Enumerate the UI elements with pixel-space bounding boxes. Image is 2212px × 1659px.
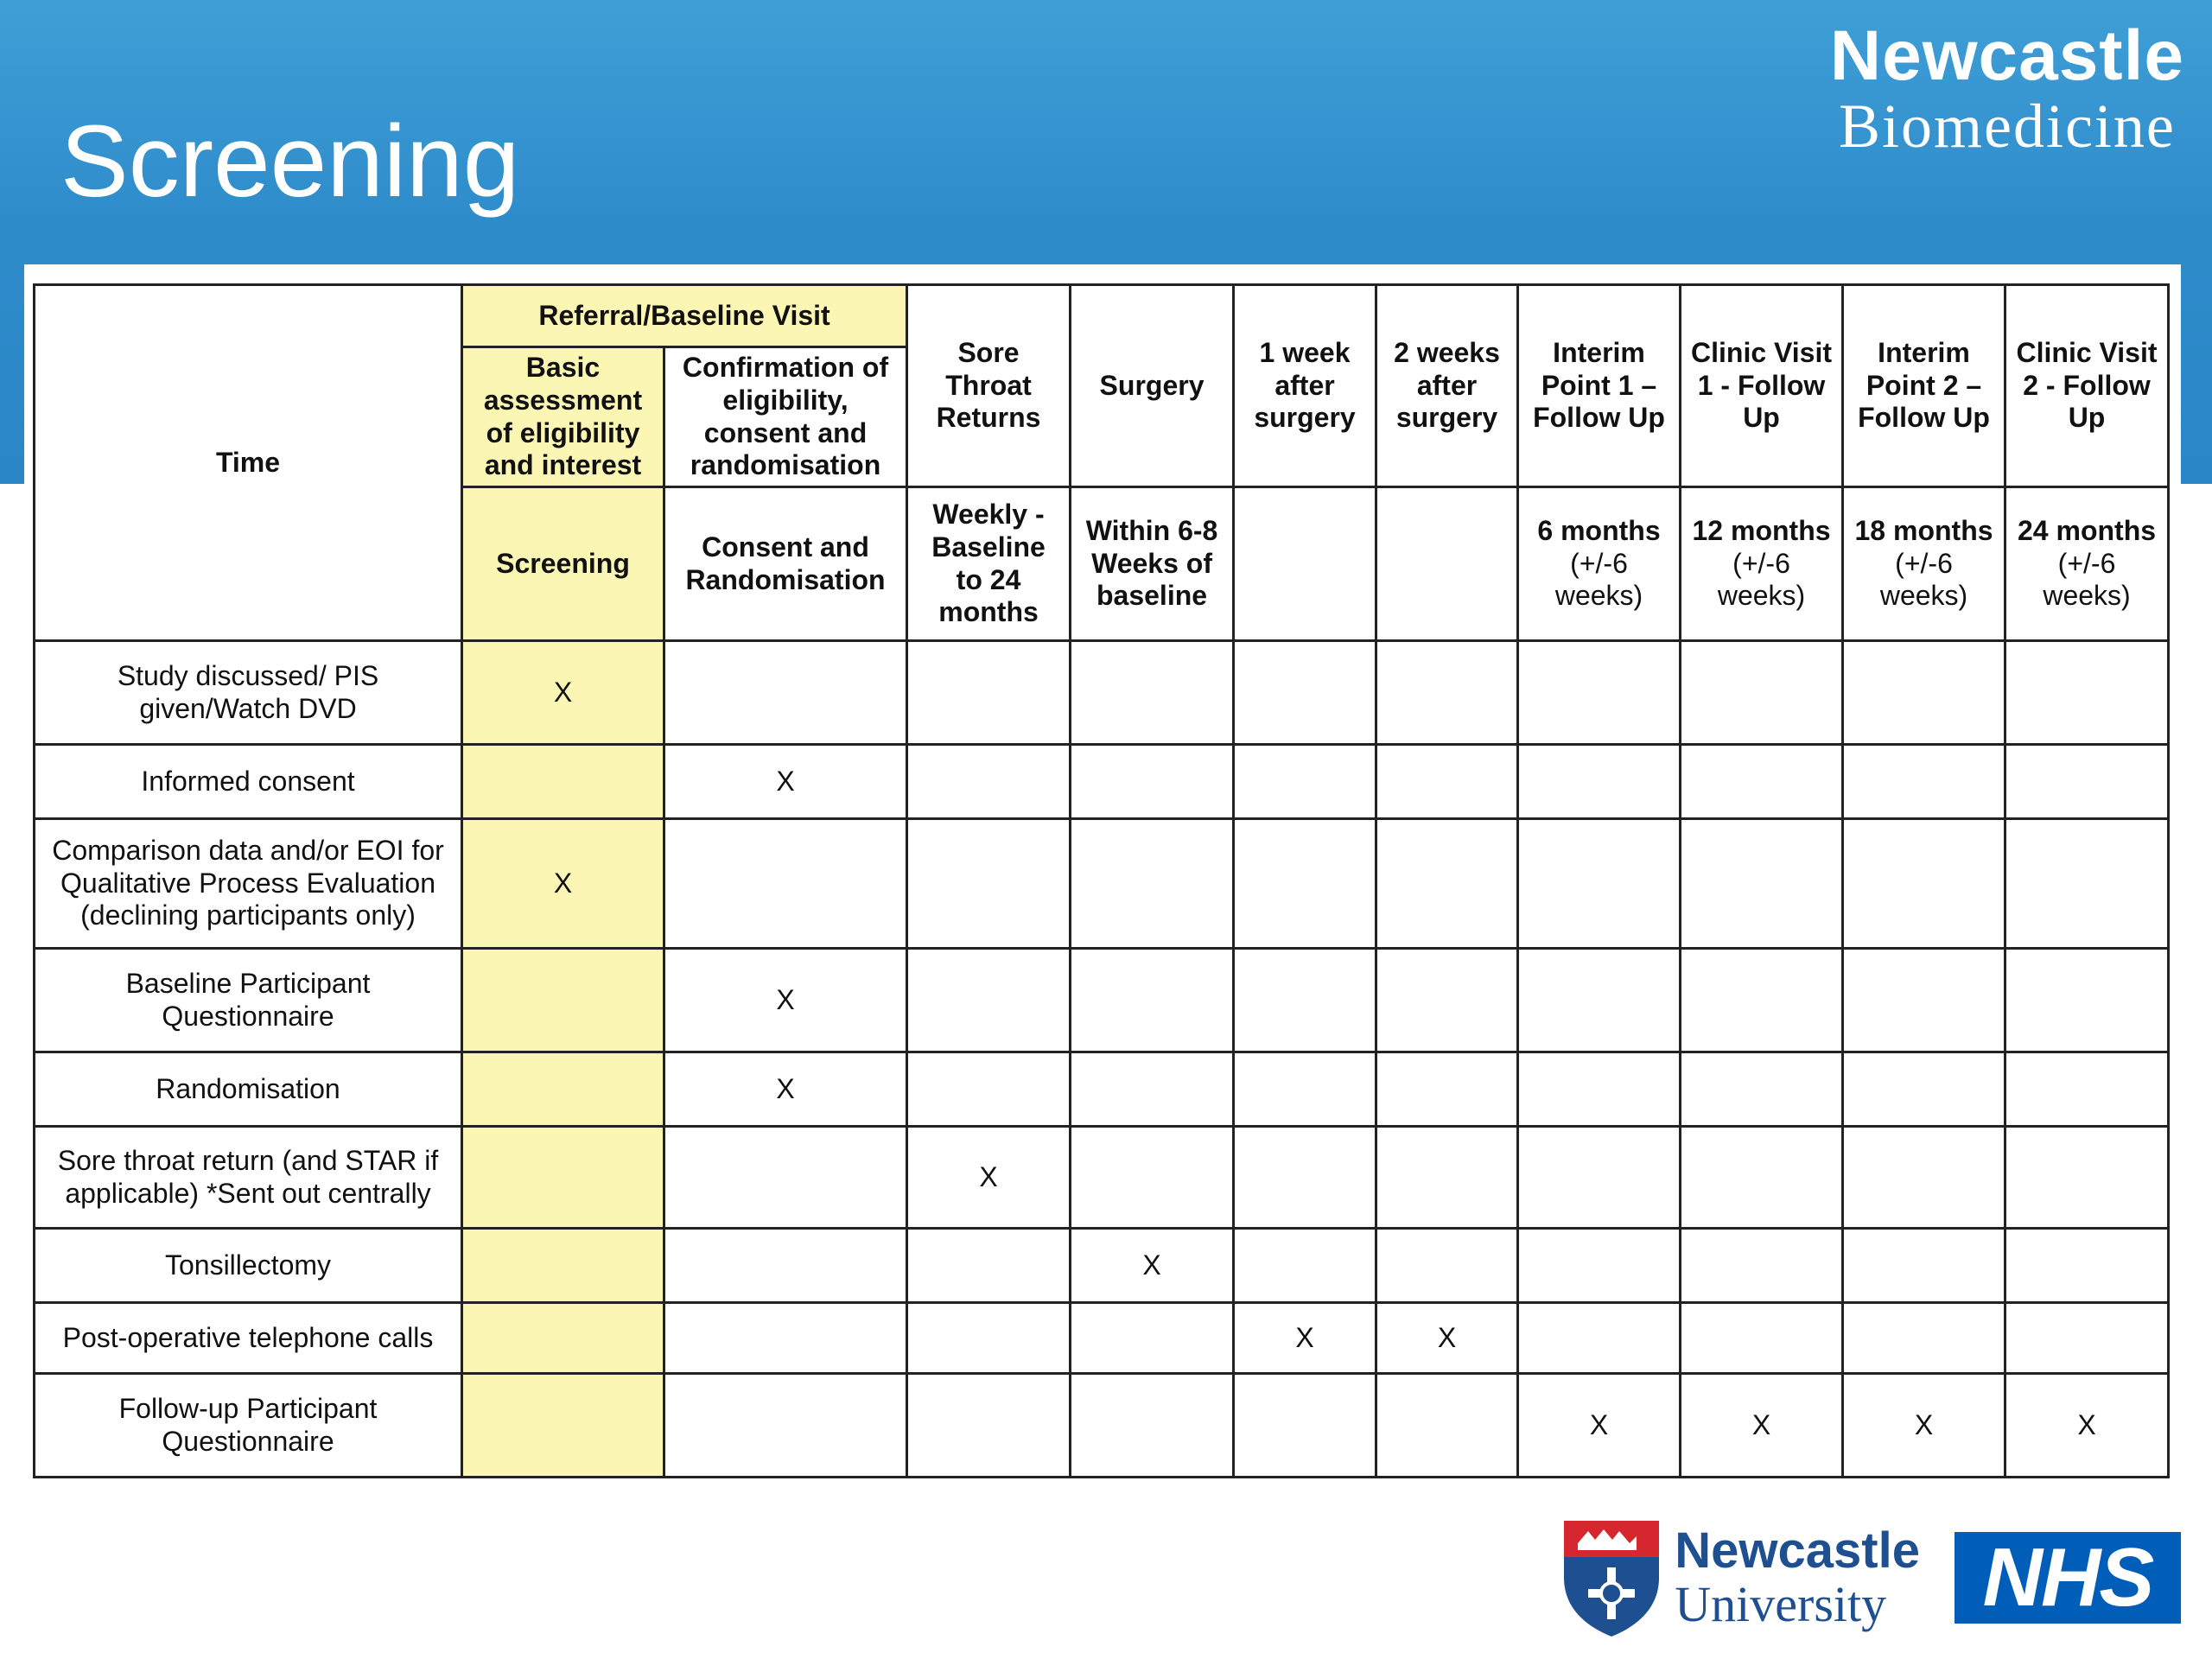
schedule-cell [907, 1229, 1071, 1303]
schedule-cell [1681, 1052, 1843, 1127]
schedule-cell [1071, 949, 1234, 1052]
schedule-cell [462, 1127, 664, 1229]
activity-label: Follow-up Participant Questionnaire [35, 1374, 462, 1478]
detail-weekly: Weekly - Baseline to 24 months [907, 487, 1071, 641]
detail-12-months-label: 12 months [1692, 514, 1831, 546]
column-header-interim-1: Interim Point 1 – Follow Up [1518, 285, 1681, 487]
schedule-cell [1376, 641, 1518, 745]
schedule-cell: X [1843, 1374, 2005, 1478]
schedule-cell [1518, 1052, 1681, 1127]
schedule-cell [1234, 819, 1376, 949]
schedule-cell [1376, 1374, 1518, 1478]
schedule-cell [1681, 641, 1843, 745]
schedule-cell [1376, 949, 1518, 1052]
schedule-cell: X [2005, 1374, 2169, 1478]
column-header-sore-throat-returns: Sore Throat Returns [907, 285, 1071, 487]
schedule-cell [907, 819, 1071, 949]
table-row [35, 1052, 2169, 1127]
detail-surgery-window: Within 6-8 Weeks of baseline [1071, 487, 1234, 641]
detail-6-months-label: 6 months [1537, 514, 1661, 546]
schedule-cell: X [1071, 1229, 1234, 1303]
schedule-cell [907, 949, 1071, 1052]
schedule-cell [1681, 1127, 1843, 1229]
activity-label: Study discussed/ PIS given/Watch DVD [35, 641, 462, 745]
schedule-cell [664, 1127, 907, 1229]
schedule-cell [1518, 1127, 1681, 1229]
footer-logos [1560, 1517, 2181, 1638]
detail-consent-randomisation: Consent and Randomisation [664, 487, 907, 641]
schedule-cell [2005, 1303, 2169, 1374]
activity-label: Randomisation [35, 1052, 462, 1127]
column-header-interim-2: Interim Point 2 – Follow Up [1843, 285, 2005, 487]
schedule-cell [462, 1303, 664, 1374]
detail-6-months-window: (+/-6 weeks) [1554, 547, 1643, 612]
university-crest-icon [1560, 1517, 1662, 1638]
brand-line1: Newcastle [1829, 16, 2184, 95]
schedule-cell: X [1518, 1374, 1681, 1478]
schedule-cell [1234, 745, 1376, 819]
table-row [35, 1127, 2169, 1229]
detail-18-months-window: (+/-6 weeks) [1879, 547, 1968, 612]
schedule-cell [462, 1374, 664, 1478]
schedule-cell [664, 641, 907, 745]
activity-label: Tonsillectomy [35, 1229, 462, 1303]
schedule-cell [1376, 745, 1518, 819]
activity-label: Comparison data and/or EOI for Qualitative Process Evaluation (declining participants only) [35, 819, 462, 949]
referral-baseline-header: Referral/Baseline Visit [462, 285, 907, 347]
schedule-cell [1518, 819, 1681, 949]
table-row [35, 819, 2169, 949]
activity-label: Informed consent [35, 745, 462, 819]
column-header-1-week: 1 week after surgery [1234, 285, 1376, 487]
slide-title: Screening [60, 105, 520, 219]
schedule-cell [462, 745, 664, 819]
schedule-cell [1518, 745, 1681, 819]
schedule-cell [1234, 641, 1376, 745]
schedule-cell [462, 949, 664, 1052]
detail-12-months [1681, 487, 1843, 641]
column-header-2-weeks: 2 weeks after surgery [1376, 285, 1518, 487]
schedule-cell [907, 1052, 1071, 1127]
schedule-cell [1376, 819, 1518, 949]
schedule-cell [1518, 641, 1681, 745]
schedule-cell: X [1681, 1374, 1843, 1478]
schedule-cell [664, 1303, 907, 1374]
schedule-cell [1071, 1052, 1234, 1127]
activity-label: Sore throat return (and STAR if applicable) *Sent out centrally [35, 1127, 462, 1229]
schedule-cell [462, 1229, 664, 1303]
schedule-cell: X [907, 1127, 1071, 1229]
table-row [35, 949, 2169, 1052]
activity-label: Baseline Participant Questionnaire [35, 949, 462, 1052]
schedule-cell [907, 641, 1071, 745]
schedule-cell [1234, 1229, 1376, 1303]
schedule-cell [1376, 1127, 1518, 1229]
detail-1-week [1234, 487, 1376, 641]
schedule-cell [1071, 745, 1234, 819]
schedule-cell [2005, 1229, 2169, 1303]
schedule-cell [1071, 641, 1234, 745]
schedule-cell [1234, 1127, 1376, 1229]
detail-6-months [1518, 487, 1681, 641]
newcastle-biomedicine-logo [1829, 16, 2184, 161]
schedule-cell: X [1376, 1303, 1518, 1374]
schedule-cell [1518, 949, 1681, 1052]
schedule-cell [2005, 1052, 2169, 1127]
detail-18-months-label: 18 months [1854, 514, 1993, 546]
column-header-basic-assessment: Basic assessment of eligibility and interest [462, 347, 664, 487]
university-line2: University [1675, 1576, 1887, 1632]
schedule-cell [907, 745, 1071, 819]
activity-label: Post-operative telephone calls [35, 1303, 462, 1374]
time-header: Time [35, 285, 462, 641]
schedule-cell [1843, 1127, 2005, 1229]
schedule-cell [1234, 949, 1376, 1052]
schedule-cell [1843, 641, 2005, 745]
detail-screening: Screening [462, 487, 664, 641]
column-header-confirmation: Confirmation of eligibility, consent and randomisation [664, 347, 907, 487]
schedule-cell [1843, 1052, 2005, 1127]
schedule-cell [907, 1303, 1071, 1374]
schedule-cell: X [462, 641, 664, 745]
schedule-cell [907, 1374, 1071, 1478]
schedule-cell [1843, 1229, 2005, 1303]
schedule-cell: X [664, 745, 907, 819]
schedule-cell: X [664, 949, 907, 1052]
schedule-cell [1234, 1052, 1376, 1127]
schedule-cell [2005, 745, 2169, 819]
detail-2-weeks [1376, 487, 1518, 641]
schedule-cell [1071, 819, 1234, 949]
schedule-cell: X [1234, 1303, 1376, 1374]
table-row [35, 641, 2169, 745]
schedule-cell [1071, 1127, 1234, 1229]
table-row [35, 745, 2169, 819]
schedule-cell [1234, 1374, 1376, 1478]
table-row [35, 1374, 2169, 1478]
brand-line2: Biomedicine [1838, 92, 2176, 161]
detail-12-months-window: (+/-6 weeks) [1717, 547, 1806, 612]
schedule-cell [1376, 1229, 1518, 1303]
schedule-cell [462, 1052, 664, 1127]
schedule-cell [1071, 1374, 1234, 1478]
column-header-surgery: Surgery [1071, 285, 1234, 487]
schedule-cell [1518, 1229, 1681, 1303]
detail-24-months [2005, 487, 2169, 641]
schedule-cell: X [462, 819, 664, 949]
schedule-cell: X [664, 1052, 907, 1127]
schedule-cell [664, 1374, 907, 1478]
newcastle-university-logo [1560, 1517, 1920, 1638]
table-row [35, 1303, 2169, 1374]
schedule-cell [2005, 949, 2169, 1052]
schedule-cell [1681, 819, 1843, 949]
schedule-cell [1843, 949, 2005, 1052]
schedule-cell [1071, 1303, 1234, 1374]
table-row [35, 1229, 2169, 1303]
schedule-cell [1681, 949, 1843, 1052]
detail-18-months [1843, 487, 2005, 641]
schedule-table [33, 283, 2170, 1478]
column-header-clinic-2: Clinic Visit 2 - Follow Up [2005, 285, 2169, 487]
column-header-clinic-1: Clinic Visit 1 - Follow Up [1681, 285, 1843, 487]
schedule-cell [1376, 1052, 1518, 1127]
detail-24-months-window: (+/-6 weeks) [2043, 547, 2131, 612]
schedule-cell [1681, 745, 1843, 819]
nhs-logo: NHS [1955, 1532, 2181, 1624]
schedule-cell [1518, 1303, 1681, 1374]
schedule-cell [2005, 819, 2169, 949]
schedule-cell [2005, 641, 2169, 745]
schedule-cell [664, 819, 907, 949]
university-line1: Newcastle [1675, 1522, 1920, 1579]
schedule-cell [664, 1229, 907, 1303]
schedule-cell [2005, 1127, 2169, 1229]
schedule-cell [1843, 819, 2005, 949]
schedule-body [35, 641, 2169, 1478]
schedule-cell [1681, 1229, 1843, 1303]
schedule-cell [1843, 1303, 2005, 1374]
schedule-cell [1843, 745, 2005, 819]
schedule-cell [1681, 1303, 1843, 1374]
detail-24-months-label: 24 months [2018, 514, 2157, 546]
